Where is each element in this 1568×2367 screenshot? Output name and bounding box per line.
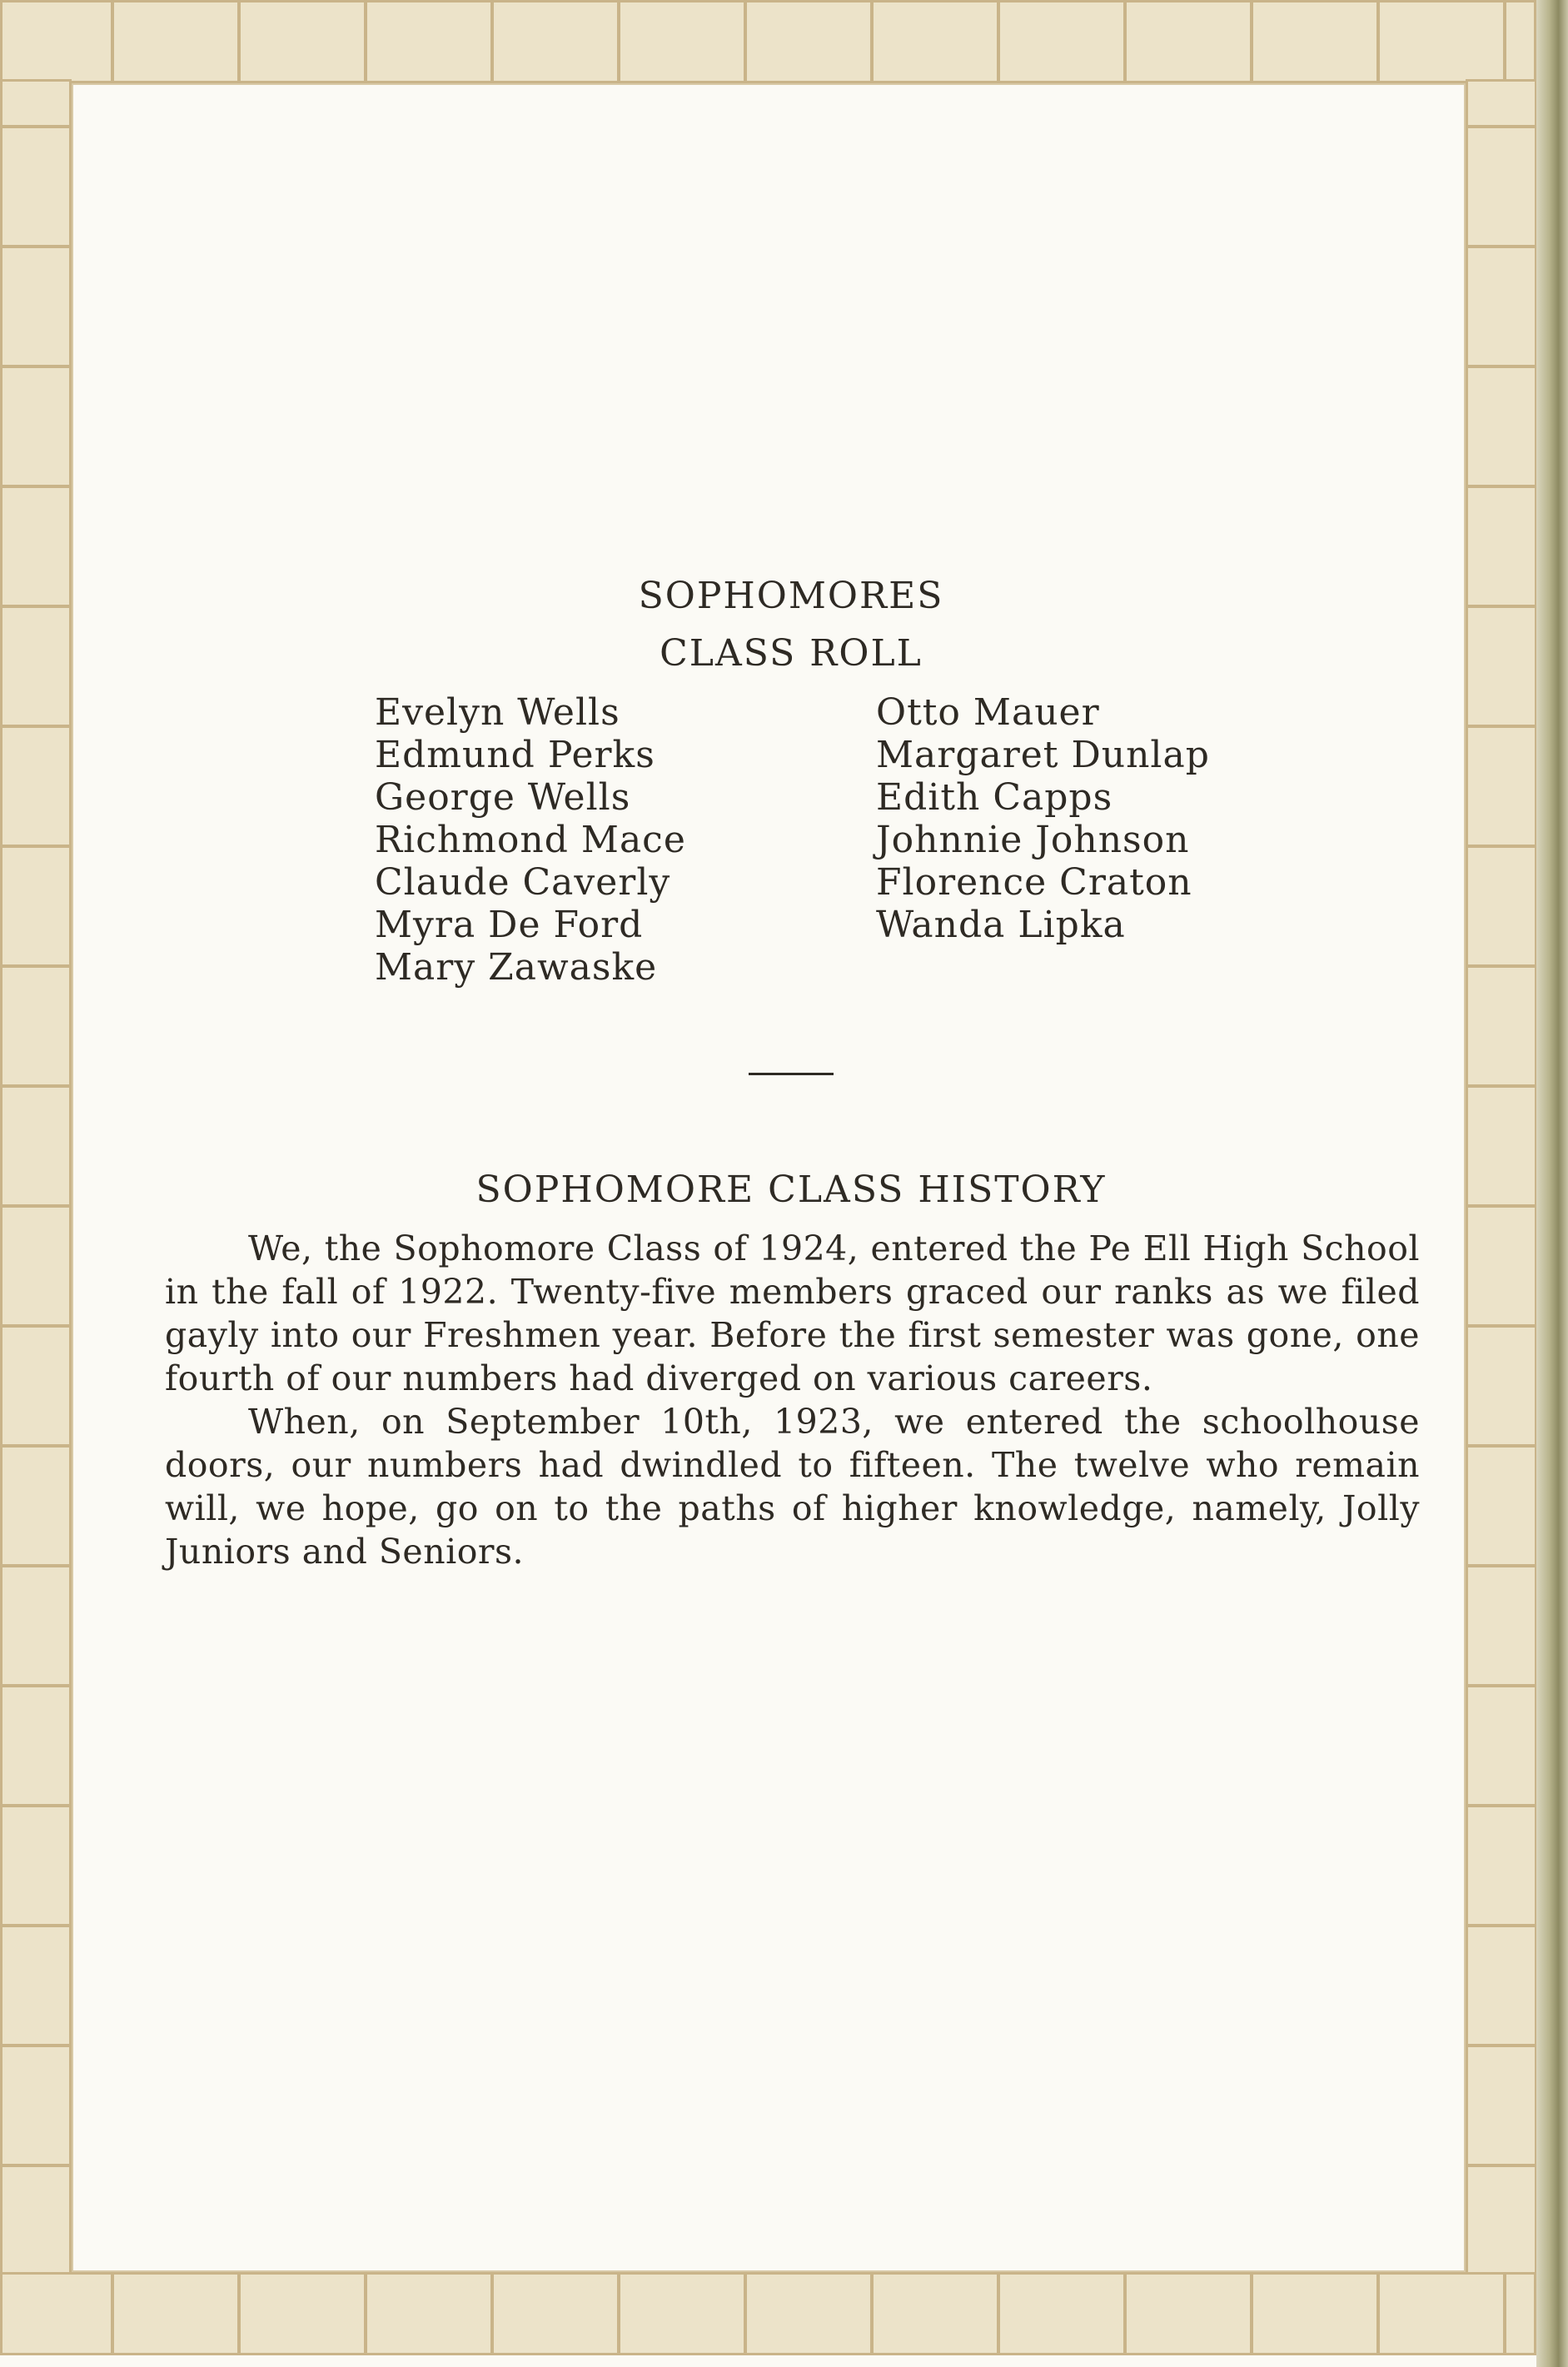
class-roll-right-column [876,691,1210,946]
history-paragraph: We, the Sophomore Class of 1924, entered the Pe Ell High School in the fall of 1922. Twenty-five members graced our ranks as we filed gayly into our Freshmen year. Before the first semester was gone, one fourth of our numbers had diverged on various careers. [165,1228,1420,1399]
ornamental-border-right [1466,79,1537,2276]
class-roll-left-column [375,691,686,989]
section-divider [749,1073,834,1075]
roll-name: Edith Capps [876,775,1113,819]
roll-heading: SOPHOMORES [638,575,944,617]
roll-name: Otto Mauer [876,690,1100,734]
roll-name: Edmund Perks [375,733,655,776]
roll-name: Richmond Mace [375,818,686,861]
roll-name: Claude Caverly [375,860,671,904]
class-roll [158,690,1424,989]
roll-subheading: CLASS ROLL [660,631,923,675]
roll-name: Johnnie Johnson [876,818,1190,861]
ornamental-border-top [0,0,1536,83]
roll-name: Margaret Dunlap [876,733,1210,776]
page-edge-shadow [1536,0,1568,2367]
history-paragraph: When, on September 10th, 1923, we entered the schoolhouse doors, our numbers had dwindled to fifteen. The twelve who remain will, we hope, go on to the paths of higher knowledge, namely, Jolly Juniors and Seniors. [165,1402,1420,1572]
roll-name: Wanda Lipka [876,903,1126,946]
roll-name: Mary Zawaske [375,945,658,989]
roll-name: Florence Craton [876,860,1192,904]
roll-name: George Wells [375,775,631,819]
roll-name: Evelyn Wells [375,690,620,734]
history-heading: SOPHOMORE CLASS HISTORY [475,1168,1107,1211]
class-history [158,1227,1420,1573]
ornamental-border-bottom [0,2272,1536,2355]
page-content [158,575,1424,1573]
roll-name: Myra De Ford [375,903,644,946]
ornamental-border-left [0,79,72,2276]
